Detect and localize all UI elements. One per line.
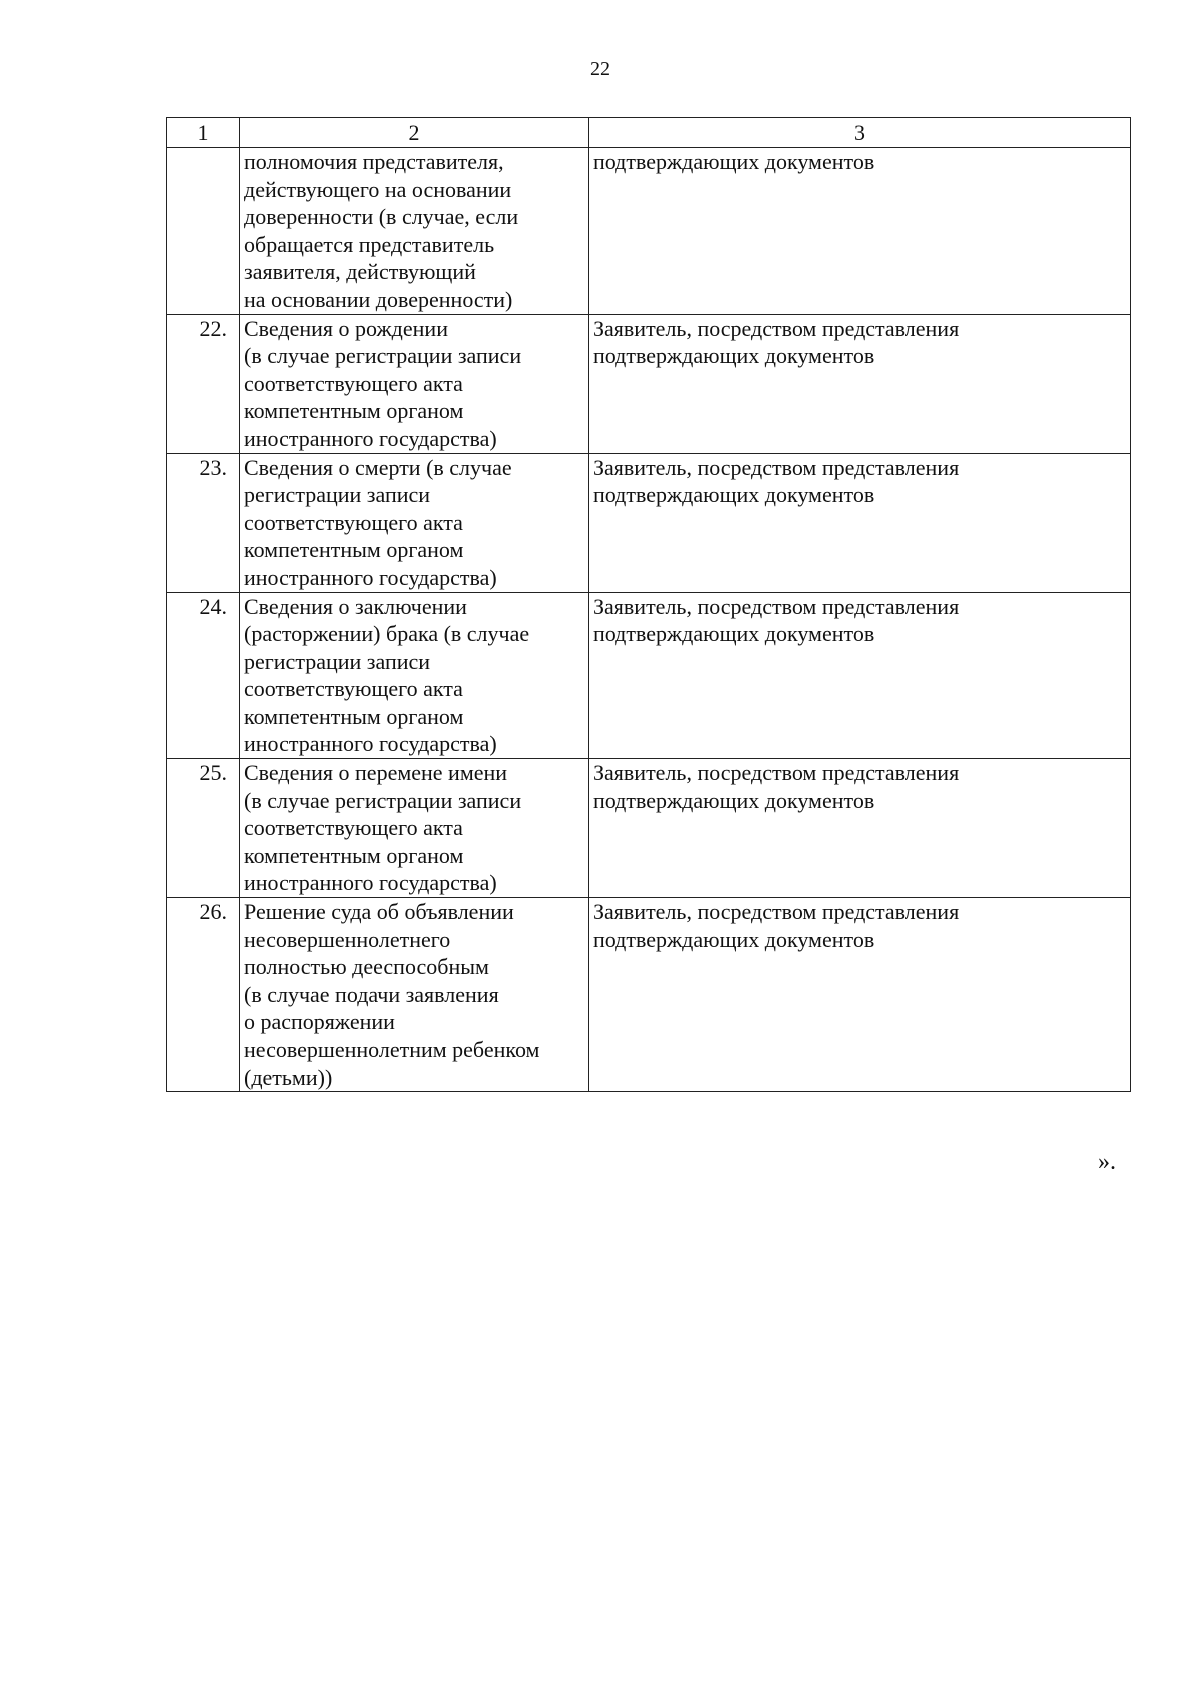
column-header-1: 1 [167, 118, 240, 148]
table-row [167, 592, 1131, 759]
row-info-cell: Сведения о смерти (в случае регистрации записи соответствующего акта компетентным органом иностранного государства) [240, 453, 589, 592]
row-info-cell: Решение суда об объявлении несовершеннолетнего полностью дееспособным (в случае подачи заявления о распоряжении несовершеннолетним ребенком (детьми)) [240, 898, 589, 1092]
page-number: 22 [590, 58, 610, 80]
table-row [167, 314, 1131, 453]
column-header-2: 2 [240, 118, 589, 148]
table-row [167, 759, 1131, 898]
closing-quote-mark: ». [1098, 1149, 1116, 1175]
column-header-3: 3 [589, 118, 1131, 148]
row-info-cell: Сведения о заключении (расторжении) брака (в случае регистрации записи соответствующего акта компетентным органом иностранного государства) [240, 592, 589, 759]
row-number: 23. [167, 453, 240, 592]
row-source-cell: Заявитель, посредством представления подтверждающих документов [589, 759, 1131, 898]
row-number [167, 148, 240, 315]
row-info-cell: Сведения о перемене имени (в случае регистрации записи соответствующего акта компетентным органом иностранного государства) [240, 759, 589, 898]
row-number: 26. [167, 898, 240, 1092]
row-number: 25. [167, 759, 240, 898]
table-row [167, 453, 1131, 592]
row-source-cell: Заявитель, посредством представления подтверждающих документов [589, 314, 1131, 453]
row-source-cell: Заявитель, посредством представления подтверждающих документов [589, 453, 1131, 592]
row-source-cell: Заявитель, посредством представления подтверждающих документов [589, 898, 1131, 1092]
table-header-row [167, 118, 1131, 148]
row-number: 24. [167, 592, 240, 759]
row-info-cell: полномочия представителя, действующего на основании доверенности (в случае, если обращается представитель заявителя, действующий на основании доверенности) [240, 148, 589, 315]
table-row [167, 148, 1131, 315]
row-info-cell: Сведения о рождении (в случае регистрации записи соответствующего акта компетентным органом иностранного государства) [240, 314, 589, 453]
row-source-cell: Заявитель, посредством представления подтверждающих документов [589, 592, 1131, 759]
row-number: 22. [167, 314, 240, 453]
documents-table [166, 117, 1131, 1092]
row-source-cell: подтверждающих документов [589, 148, 1131, 315]
table-row [167, 898, 1131, 1092]
